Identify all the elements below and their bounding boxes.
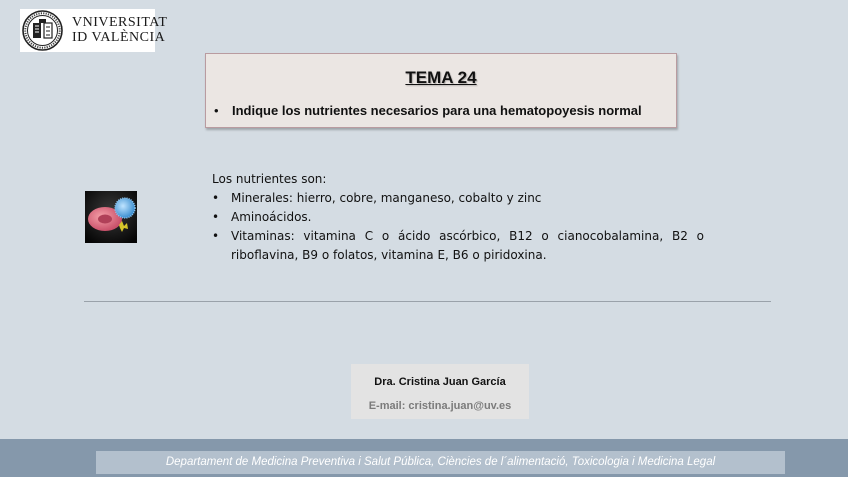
slide-title: TEMA 24 — [405, 68, 477, 87]
list-item — [212, 227, 704, 265]
list-item — [212, 189, 704, 208]
blood-cells-image — [85, 191, 137, 243]
wordmark-line-2: ID VALÈNCIA — [72, 30, 166, 45]
question-text — [214, 103, 642, 118]
university-logo — [20, 9, 168, 52]
question-label: Indique los nutrientes necesarios para una hematopoyesis normal — [232, 103, 642, 118]
university-wordmark — [72, 15, 167, 45]
list-item-text: Aminoácidos. — [231, 210, 312, 224]
author-name: Dra. Cristina Juan García — [374, 376, 506, 388]
author-box — [351, 364, 529, 419]
bullet: • — [214, 103, 219, 118]
nutrient-list — [212, 189, 704, 265]
title-box — [205, 53, 677, 128]
wordmark-line-1: VNIVERSITAT — [72, 15, 168, 30]
divider — [84, 301, 771, 302]
bullet: • — [212, 210, 220, 224]
bullet: • — [212, 191, 220, 205]
list-item-text: Minerales: hierro, cobre, manganeso, cobalto y zinc — [231, 191, 542, 205]
intro-text: Los nutrientes son: — [212, 172, 327, 186]
list-item — [212, 208, 704, 227]
nutrient-list-section — [212, 170, 704, 265]
university-seal-icon — [22, 10, 63, 51]
footer-text: Departament de Medicina Preventiva i Salut Pública, Ciències de l´alimentació, Toxicologia i Medicina Legal — [96, 451, 785, 474]
author-email[interactable]: E-mail: cristina.juan@uv.es — [368, 400, 512, 412]
bullet: • — [212, 229, 220, 243]
list-item-text: Vitaminas: vitamina C o ácido ascórbico, B12 o cianocobalamina, B2 o riboflavina, B9 o folatos, vitamina E, B6 o piridoxina. — [231, 229, 704, 262]
